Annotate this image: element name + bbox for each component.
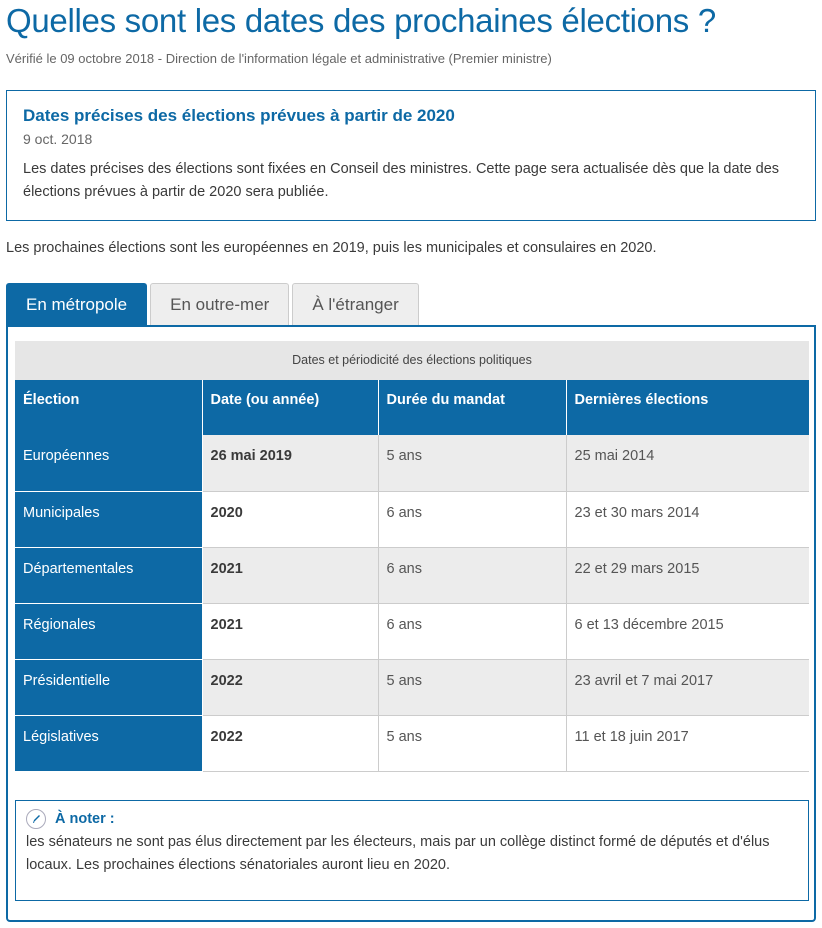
table-row bbox=[15, 715, 809, 771]
note-box bbox=[15, 800, 809, 901]
row-date: 2021 bbox=[202, 547, 378, 603]
pencil-icon bbox=[26, 809, 46, 829]
tab-outre-mer[interactable]: En outre-mer bbox=[150, 283, 289, 325]
elections-table-wrap bbox=[15, 341, 809, 772]
note-text: les sénateurs ne sont pas élus directement par les électeurs, mais par un collège distinct formé de députés et d'élus locaux. Les prochaines élections sénatoriales auront lieu en 2020. bbox=[26, 834, 770, 873]
table-row bbox=[15, 435, 809, 491]
row-date: 2021 bbox=[202, 603, 378, 659]
row-dernieres: 23 avril et 7 mai 2017 bbox=[566, 659, 809, 715]
table-row bbox=[15, 491, 809, 547]
intro-text: Les prochaines élections sont les européennes en 2019, puis les municipales et consulaires en 2020. bbox=[6, 240, 657, 256]
page-meta: Vérifié le 09 octobre 2018 - Direction de l'information légale et administrative (Premier ministre) bbox=[6, 51, 552, 66]
row-date: 2022 bbox=[202, 659, 378, 715]
row-duree: 6 ans bbox=[378, 603, 566, 659]
table-row bbox=[15, 603, 809, 659]
row-date: 2020 bbox=[202, 491, 378, 547]
tab-bar bbox=[6, 283, 422, 326]
row-duree: 6 ans bbox=[378, 491, 566, 547]
row-election: Régionales bbox=[15, 603, 202, 659]
table-row bbox=[15, 547, 809, 603]
row-duree: 5 ans bbox=[378, 435, 566, 491]
tab-etranger[interactable]: À l'étranger bbox=[292, 283, 418, 325]
row-dernieres: 22 et 29 mars 2015 bbox=[566, 547, 809, 603]
row-date: 26 mai 2019 bbox=[202, 435, 378, 491]
header-duree: Durée du mandat bbox=[378, 380, 566, 435]
row-election: Européennes bbox=[15, 435, 202, 491]
row-duree: 5 ans bbox=[378, 715, 566, 771]
tab-metropole[interactable]: En métropole bbox=[6, 283, 147, 326]
row-election: Législatives bbox=[15, 715, 202, 771]
news-date: 9 oct. 2018 bbox=[23, 131, 93, 147]
header-dernieres: Dernières élections bbox=[566, 380, 809, 435]
row-dernieres: 25 mai 2014 bbox=[566, 435, 809, 491]
page-title: Quelles sont les dates des prochaines élections ? bbox=[6, 2, 716, 39]
news-text: Les dates précises des élections sont fixées en Conseil des ministres. Cette page sera actualisée dès que la date des élections prévues à partir de 2020 sera publiée. bbox=[23, 161, 780, 200]
note-title: À noter : bbox=[55, 811, 115, 827]
row-duree: 6 ans bbox=[378, 547, 566, 603]
row-dernieres: 6 et 13 décembre 2015 bbox=[566, 603, 809, 659]
header-date: Date (ou année) bbox=[202, 380, 378, 435]
row-election: Municipales bbox=[15, 491, 202, 547]
news-box bbox=[6, 90, 816, 221]
header-election: Élection bbox=[15, 380, 202, 435]
table-header-row bbox=[15, 380, 809, 435]
tab-panel bbox=[6, 325, 816, 922]
row-election: Présidentielle bbox=[15, 659, 202, 715]
note-header bbox=[26, 809, 798, 829]
news-title: Dates précises des élections prévues à partir de 2020 bbox=[23, 106, 455, 125]
row-dernieres: 11 et 18 juin 2017 bbox=[566, 715, 809, 771]
elections-table bbox=[15, 341, 809, 772]
table-caption: Dates et périodicité des élections politiques bbox=[15, 341, 809, 380]
row-election: Départementales bbox=[15, 547, 202, 603]
row-date: 2022 bbox=[202, 715, 378, 771]
row-duree: 5 ans bbox=[378, 659, 566, 715]
table-row bbox=[15, 659, 809, 715]
row-dernieres: 23 et 30 mars 2014 bbox=[566, 491, 809, 547]
